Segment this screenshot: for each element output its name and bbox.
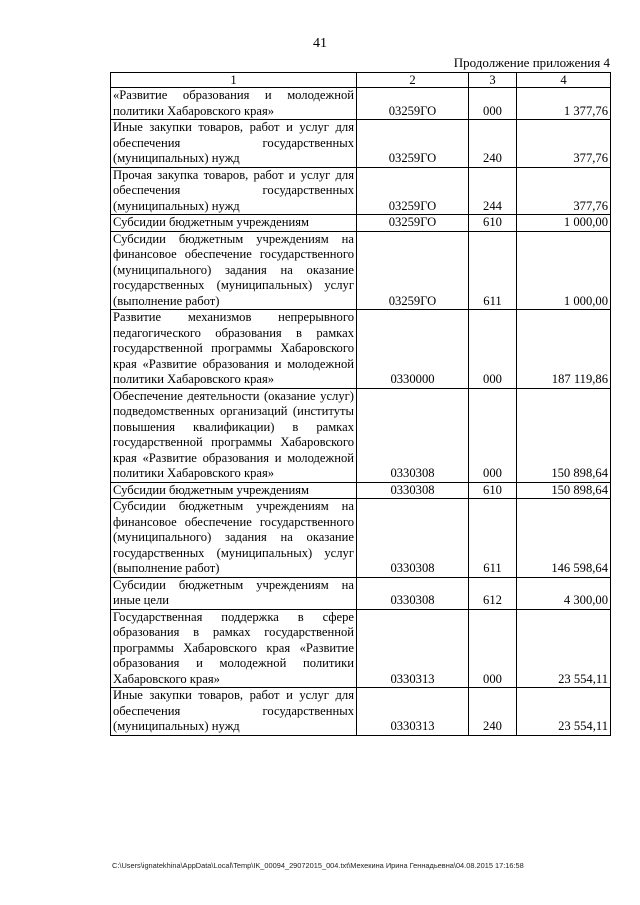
cell-name: Субсидии бюджетным учреждениям на иные цели [111, 577, 357, 609]
cell-vr: 000 [469, 609, 517, 688]
table-row [111, 482, 611, 499]
table-row [111, 88, 611, 120]
cell-name: Государственная поддержка в сфере образования в рамках государственной программы Хабаровского края «Развитие образования и молодежной политики Хабаровского края» [111, 609, 357, 688]
table-row [111, 215, 611, 232]
cell-sum: 23 554,11 [517, 688, 611, 736]
cell-vr: 240 [469, 688, 517, 736]
cell-code: 03259ГО [357, 231, 469, 310]
cell-vr: 000 [469, 310, 517, 389]
header-cell-code: 2 [357, 73, 469, 88]
cell-sum: 146 598,64 [517, 499, 611, 578]
table-row [111, 388, 611, 482]
cell-code: 0330308 [357, 482, 469, 499]
table-header-row [111, 73, 611, 88]
table-row [111, 310, 611, 389]
cell-code: 03259ГО [357, 120, 469, 168]
cell-name: Субсидии бюджетным учреждениям [111, 215, 357, 232]
cell-sum: 150 898,64 [517, 388, 611, 482]
cell-name: «Развитие образования и молодежной политики Хабаровского края» [111, 88, 357, 120]
table-row [111, 231, 611, 310]
cell-code: 0330308 [357, 388, 469, 482]
file-path-footer: C:\Users\ignatekhina\AppData\Local\Temp\IK_00094_29072015_004.txt\Мехекина Ирина Геннадьевна\04.08.2015 17:16:58 [112, 861, 524, 870]
page-number: 41 [313, 36, 327, 51]
header-cell-vr: 3 [469, 73, 517, 88]
cell-name: Прочая закупка товаров, работ и услуг для обеспечения государственных (муниципальных) нужд [111, 167, 357, 215]
cell-sum: 187 119,86 [517, 310, 611, 389]
cell-code: 0330308 [357, 577, 469, 609]
cell-name: Субсидии бюджетным учреждениям на финансовое обеспечение государственного (муниципального) задания на оказание государственных (муниципальных) услуг (выполнение работ) [111, 499, 357, 578]
cell-vr: 611 [469, 231, 517, 310]
cell-sum: 1 000,00 [517, 231, 611, 310]
cell-vr: 240 [469, 120, 517, 168]
cell-sum: 377,76 [517, 167, 611, 215]
cell-sum: 4 300,00 [517, 577, 611, 609]
cell-vr: 612 [469, 577, 517, 609]
cell-vr: 610 [469, 215, 517, 232]
cell-code: 0330308 [357, 499, 469, 578]
table-body [111, 73, 611, 736]
cell-name: Субсидии бюджетным учреждениям [111, 482, 357, 499]
header-cell-sum: 4 [517, 73, 611, 88]
table-row [111, 577, 611, 609]
table-row [111, 120, 611, 168]
cell-vr: 610 [469, 482, 517, 499]
cell-sum: 1 377,76 [517, 88, 611, 120]
table-row [111, 688, 611, 736]
cell-name: Субсидии бюджетным учреждениям на финансовое обеспечение государственного (муниципального) задания на оказание государственных (муниципальных) услуг (выполнение работ) [111, 231, 357, 310]
cell-sum: 377,76 [517, 120, 611, 168]
cell-vr: 244 [469, 167, 517, 215]
table-row [111, 167, 611, 215]
cell-sum: 150 898,64 [517, 482, 611, 499]
continuation-label: Продолжение приложения 4 [453, 55, 610, 70]
header-cell-name: 1 [111, 73, 357, 88]
cell-code: 0330000 [357, 310, 469, 389]
cell-sum: 23 554,11 [517, 609, 611, 688]
table-row [111, 609, 611, 688]
cell-name: Иные закупки товаров, работ и услуг для обеспечения государственных (муниципальных) нужд [111, 120, 357, 168]
cell-vr: 611 [469, 499, 517, 578]
cell-vr: 000 [469, 88, 517, 120]
cell-name: Иные закупки товаров, работ и услуг для обеспечения государственных (муниципальных) нужд [111, 688, 357, 736]
budget-table [110, 72, 611, 736]
table-row [111, 499, 611, 578]
cell-sum: 1 000,00 [517, 215, 611, 232]
cell-code: 0330313 [357, 688, 469, 736]
cell-name: Развитие механизмов непрерывного педагогического образования в рамках государственной программы Хабаровского края «Развитие образования и молодежной политики Хабаровского края» [111, 310, 357, 389]
cell-vr: 000 [469, 388, 517, 482]
cell-code: 03259ГО [357, 215, 469, 232]
cell-code: 03259ГО [357, 88, 469, 120]
cell-code: 0330313 [357, 609, 469, 688]
cell-code: 03259ГО [357, 167, 469, 215]
cell-name: Обеспечение деятельности (оказание услуг) подведомственных организаций (институты повышения квалификации) в рамках государственной программы Хабаровского края «Развитие образования и молодежной политики Хабаровского края» [111, 388, 357, 482]
